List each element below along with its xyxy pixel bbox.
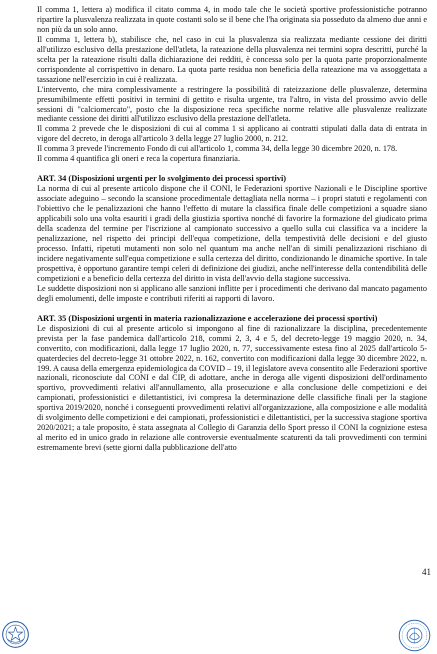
paragraph-art35-1: Le disposizioni di cui al presente articolo si impongono al fine di razionalizzare la disciplina, precedentemente prevista per la fase pandemica dall'articolo 218, commi 2, 3, 4 e 5, del decreto-legge 19 maggio 2020, n. 34, convertito, con modificazioni, dalla legge 17 luglio 2020, n. 77, successivamente estesa fino al 2025 dall'articolo 5-quaterdecies del decreto-legge 31 ottobre 2022, n. 162, convertito con modificazioni dalla legge 30 dicembre 2022, n. 199. A causa della emergenza epidemiologica da COVID – 19, il legislatore aveva consentito alle Federazioni sportive nazionali, riconosciute dal CONI e dal CIP, di adottare, anche in deroga alle vigenti disposizioni dell'ordinamento sportivo, provvedimenti relativi all'annullamento, alla prosecuzione e alla conclusione delle competizioni e dei campionati, professionistici e dilettantistici, ivi compresa la determinazione delle classifiche finali per la stagione sportiva 2019/2020, nonché i conseguenti provvedimenti relativi all'organizzazione, alla composizione e alle modalità di svolgimento delle competizioni e dei campionati, professionistici e dilettantistici, per la successiva stagione sportiva 2020/2021; a tale proposito, è stata assegnata al Collegio di Garanzia dello Sport presso il CONI la cognizione estesa al merito ed in unico grado in relazione alle controversie eventualmente scaturenti da tali provvedimenti con termini estremamente brevi (sette giorni dalla pubblicazione dell'atto: [37, 323, 427, 453]
repubblica-emblem-logo: [2, 621, 29, 648]
paragraph-comma1-a: Il comma 1, lettera a) modifica il citato comma 4, in modo tale che le società sportive professionistiche potranno ripartire la plusvalenza realizzata in quote costanti solo se il bene che l'ha originata sia posseduto da almeno due anni e non più da un solo anno.: [37, 5, 427, 34]
heading-art35: ART. 35 (Disposizioni urgenti in materia razionalizzazione e accelerazione dei processi sportivi): [37, 313, 378, 323]
document-body: [37, 5, 427, 453]
heading-art34: ART. 34 (Disposizioni urgenti per lo svolgimento dei processi sportivi): [37, 174, 287, 184]
paragraph-art34-1: La norma di cui al presente articolo dispone che il CONI, le Federazioni sportive Nazionali e le Discipline sportive associate adeguino – secondo la scansione procedimentale dettagliata nella norma – i propri statuti e regolamenti con l'obiettivo che le penalizzazioni che hanno l'effetto di mutare la classifica finale delle competizioni a squadre siano applicabili solo una volta esauriti i gradi della giustizia sportiva nonché di favorire la formazione del giudicato prima della scadenza del termine per l'iscrizione al campionato successivo a quello sulla cui classifica va a incidere la penalizzazione, nel rispetto dei principi dell'equa competizione, della tempestività delle decisioni e del giusto processo. Infatti, ripetuti mutamenti non solo nel quantum ma anche nell'an di simili penalizzazioni rischiano di incidere negativamente sull'equa competizione e sulla certezza del diritto, condizionando le dinamiche sportive. In tale prospettiva, è opportuno garantire tempi celeri di definizione dei giudizi, anche nell'interesse della contendibilità delle competizioni e a beneficio della certezza del diritto in vista dell'avvio della stagione successiva.: [37, 184, 427, 283]
paragraph-comma4: Il comma 4 quantifica gli oneri e reca la copertura finanziaria.: [37, 154, 240, 164]
paragraph-intervento: L'intervento, che mira complessivamente a restringere la possibilità di rateizzazione delle plusvalenze, determina presumibilmente effetti positivi in termini di gettito e risulta urgente, tra l'altro, in vista del prossimo avvio delle sessioni di "calciomercato", posto che la disposizione reca specifiche norme relative alle plusvalenze realizzate mediante cessione dei diritti all'utilizzo esclusivo della prestazione dell'atleta.: [37, 84, 427, 124]
paragraph-comma2: Il comma 2 prevede che le disposizioni di cui al comma 1 si applicano ai contratti stipulati dalla data di entrata in vigore del decreto, in deroga all'articolo 3 della legge 27 luglio 2000, n. 212.: [37, 124, 427, 144]
paragraph-art34-2: Le suddette disposizioni non si applicano alle sanzioni inflitte per i procedimenti che derivano dal mancato pagamento degli emolumenti, delle imposte e contributi riferiti ai rapporti di lavoro.: [37, 283, 427, 303]
paragraph-comma3: Il comma 3 prevede l'incremento Fondo di cui all'articolo 1, comma 34, della legge 30 dicembre 2020, n. 178.: [37, 144, 398, 154]
paragraph-comma1-b: Il comma 1, lettera b), stabilisce che, nel caso in cui la plusvalenza sia realizzata mediante cessione dei diritti all'utilizzo esclusivo della prestazione dell'atleta, la rateazione della plusvalenza nei termini sopra descritti, purché la scelta per la rateazione risulti dalla dichiarazione dei redditi, è concessa solo per la quota parte proporzionalmente corrispondente al corrispettivo in denaro. La quota parte residua non beneficia della rateazione ma va assoggettata a tassazione nell'esercizio in cui è realizzata.: [37, 34, 427, 84]
page-number: 41: [422, 567, 431, 577]
italia-seal-logo: [398, 619, 431, 652]
